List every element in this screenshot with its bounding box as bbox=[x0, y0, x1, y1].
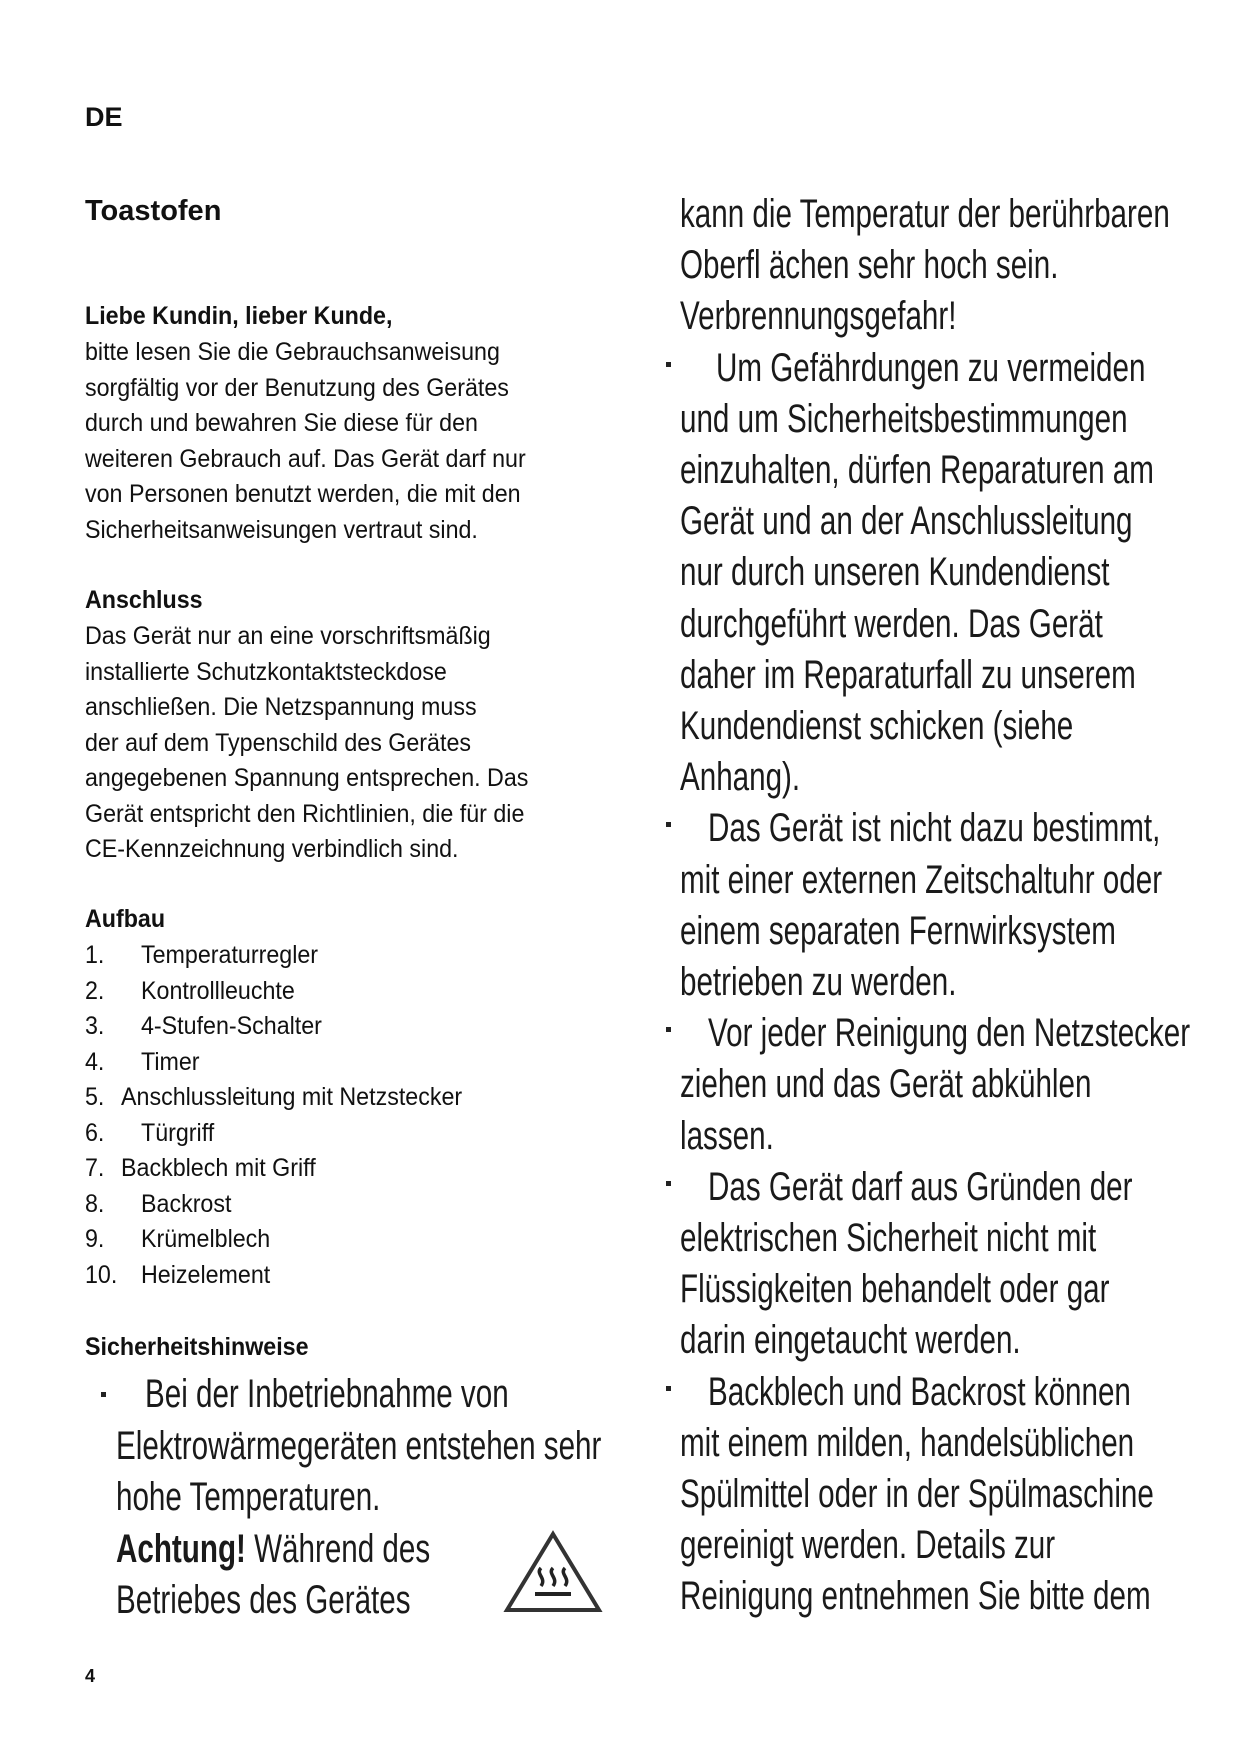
safety-text-line: Backblech und Backrost können bbox=[708, 1369, 1131, 1414]
list-item-label: Heizelement bbox=[141, 1260, 271, 1289]
section-heading: Anschluss bbox=[85, 586, 203, 614]
safety-text-line: durchgeführt werden. Das Gerät bbox=[680, 601, 1103, 646]
list-item-label: Backrost bbox=[141, 1189, 232, 1218]
bullet-icon bbox=[666, 1181, 671, 1186]
list-item-number: 2. bbox=[85, 976, 105, 1005]
list-item-label: Türgriff bbox=[141, 1118, 215, 1147]
safety-text-line: mit einem milden, handelsüblichen bbox=[680, 1420, 1135, 1465]
list-item-number: 3. bbox=[85, 1012, 105, 1040]
bullet-icon bbox=[101, 1392, 106, 1397]
safety-text-line: Reinigung entnehmen Sie bitte dem bbox=[680, 1574, 1151, 1619]
section-heading: Aufbau bbox=[85, 905, 166, 933]
paragraph-line: sorgfältig vor der Benutzung des Gerätes bbox=[85, 373, 509, 402]
list-item-label: 4-Stufen-Schalter bbox=[141, 1012, 322, 1040]
safety-text-line: Vor jeder Reinigung den Netzstecker bbox=[708, 1011, 1191, 1056]
list-item-number: 10. bbox=[85, 1260, 118, 1289]
list-item-number: 7. bbox=[85, 1154, 105, 1182]
paragraph-line: anschließen. Die Netzspannung muss bbox=[85, 693, 477, 721]
list-item-label: Backblech mit Griff bbox=[121, 1154, 316, 1182]
safety-text-line: einem separaten Fernwirksystem bbox=[680, 908, 1116, 953]
bullet-icon bbox=[666, 362, 671, 367]
safety-text-line: elektrischen Sicherheit nicht mit bbox=[680, 1216, 1097, 1260]
list-item-number: 4. bbox=[85, 1047, 105, 1076]
paragraph-line: durch und bewahren Sie diese für den bbox=[85, 409, 478, 437]
page-number: 4 bbox=[85, 1666, 96, 1686]
paragraph-line: installierte Schutzkontaktsteckdose bbox=[85, 657, 447, 686]
safety-text-line: hohe Temperaturen. bbox=[116, 1475, 381, 1519]
safety-text-line: Anhang). bbox=[680, 755, 801, 800]
bullet-icon bbox=[666, 822, 671, 827]
safety-text-line: ziehen und das Gerät abkühlen bbox=[680, 1062, 1092, 1107]
section-heading: Liebe Kundin, lieber Kunde, bbox=[85, 302, 393, 330]
section-heading: Sicherheitshinweise bbox=[85, 1333, 309, 1361]
safety-text-line: darin eingetaucht werden. bbox=[680, 1318, 1021, 1363]
safety-text-line: Kundendienst schicken (siehe bbox=[680, 704, 1074, 748]
safety-text-line: Gerät und an der Anschlussleitung bbox=[680, 499, 1133, 544]
list-item-label: Temperaturregler bbox=[141, 941, 319, 969]
safety-text-line: kann die Temperatur der berührbaren bbox=[680, 192, 1170, 236]
paragraph-line: Das Gerät nur an eine vorschriftsmäßig bbox=[85, 622, 491, 650]
safety-text-line: Bei der Inbetriebnahme von bbox=[145, 1372, 509, 1416]
safety-text-line: Achtung! Während des bbox=[116, 1527, 431, 1571]
list-item-number: 9. bbox=[85, 1225, 105, 1253]
paragraph-line: Gerät entspricht den Richtlinien, die für die bbox=[85, 799, 525, 828]
hot-surface-warning-icon bbox=[503, 1530, 603, 1615]
paragraph-line: weiteren Gebrauch auf. Das Gerät darf nur bbox=[85, 444, 526, 473]
list-item-label: Anschlussleitung mit Netzstecker bbox=[121, 1083, 463, 1111]
safety-text-line: und um Sicherheitsbestimmungen bbox=[680, 396, 1128, 441]
bullet-icon bbox=[666, 1386, 671, 1391]
safety-text-line: Flüssigkeiten behandelt oder gar bbox=[680, 1267, 1110, 1312]
list-item-number: 6. bbox=[85, 1118, 105, 1147]
safety-text-line: einzuhalten, dürfen Reparaturen am bbox=[680, 448, 1154, 492]
safety-text-line: Das Gerät ist nicht dazu bestimmt, bbox=[708, 806, 1161, 851]
list-item-label: Krümelblech bbox=[141, 1225, 271, 1253]
safety-text-line: Elektrowärmegeräten entstehen sehr bbox=[116, 1424, 602, 1468]
safety-text-line: nur durch unseren Kundendienst bbox=[680, 550, 1110, 595]
bullet-icon bbox=[666, 1027, 671, 1032]
paragraph-line: angegebenen Spannung entsprechen. Das bbox=[85, 764, 529, 792]
safety-text-line: Betriebes des Gerätes bbox=[116, 1578, 411, 1622]
paragraph-line: Sicherheitsanweisungen vertraut sind. bbox=[85, 515, 478, 544]
safety-text-line: Um Gefährdungen zu vermeiden bbox=[716, 345, 1146, 390]
warning-label: Achtung! bbox=[116, 1527, 246, 1571]
paragraph-line: von Personen benutzt werden, die mit den bbox=[85, 480, 521, 508]
list-item-label: Timer bbox=[141, 1047, 200, 1076]
safety-text-line: Verbrennungsgefahr! bbox=[680, 294, 957, 339]
paragraph-line: der auf dem Typenschild des Gerätes bbox=[85, 728, 472, 757]
safety-text-line: gereinigt werden. Details zur bbox=[680, 1523, 1056, 1568]
safety-text-line: Das Gerät darf aus Gründen der bbox=[708, 1164, 1133, 1209]
paragraph-line: bitte lesen Sie die Gebrauchsanweisung bbox=[85, 338, 500, 366]
safety-text-line: Spülmittel oder in der Spülmaschine bbox=[680, 1472, 1154, 1516]
safety-text-line: Oberfl ächen sehr hoch sein. bbox=[680, 243, 1059, 288]
list-item-number: 5. bbox=[85, 1083, 105, 1111]
list-item-number: 1. bbox=[85, 941, 105, 969]
safety-text-line: lassen. bbox=[680, 1113, 774, 1158]
safety-text-line: betrieben zu werden. bbox=[680, 960, 957, 1004]
safety-text-line: daher im Reparaturfall zu unserem bbox=[680, 652, 1136, 697]
language-label: DE bbox=[85, 102, 123, 132]
safety-text-line: mit einer externen Zeitschaltuhr oder bbox=[680, 857, 1163, 902]
page-title: Toastofen bbox=[85, 195, 222, 227]
paragraph-line: CE-Kennzeichnung verbindlich sind. bbox=[85, 835, 459, 863]
list-item-number: 8. bbox=[85, 1189, 105, 1218]
list-item-label: Kontrollleuchte bbox=[141, 976, 295, 1005]
